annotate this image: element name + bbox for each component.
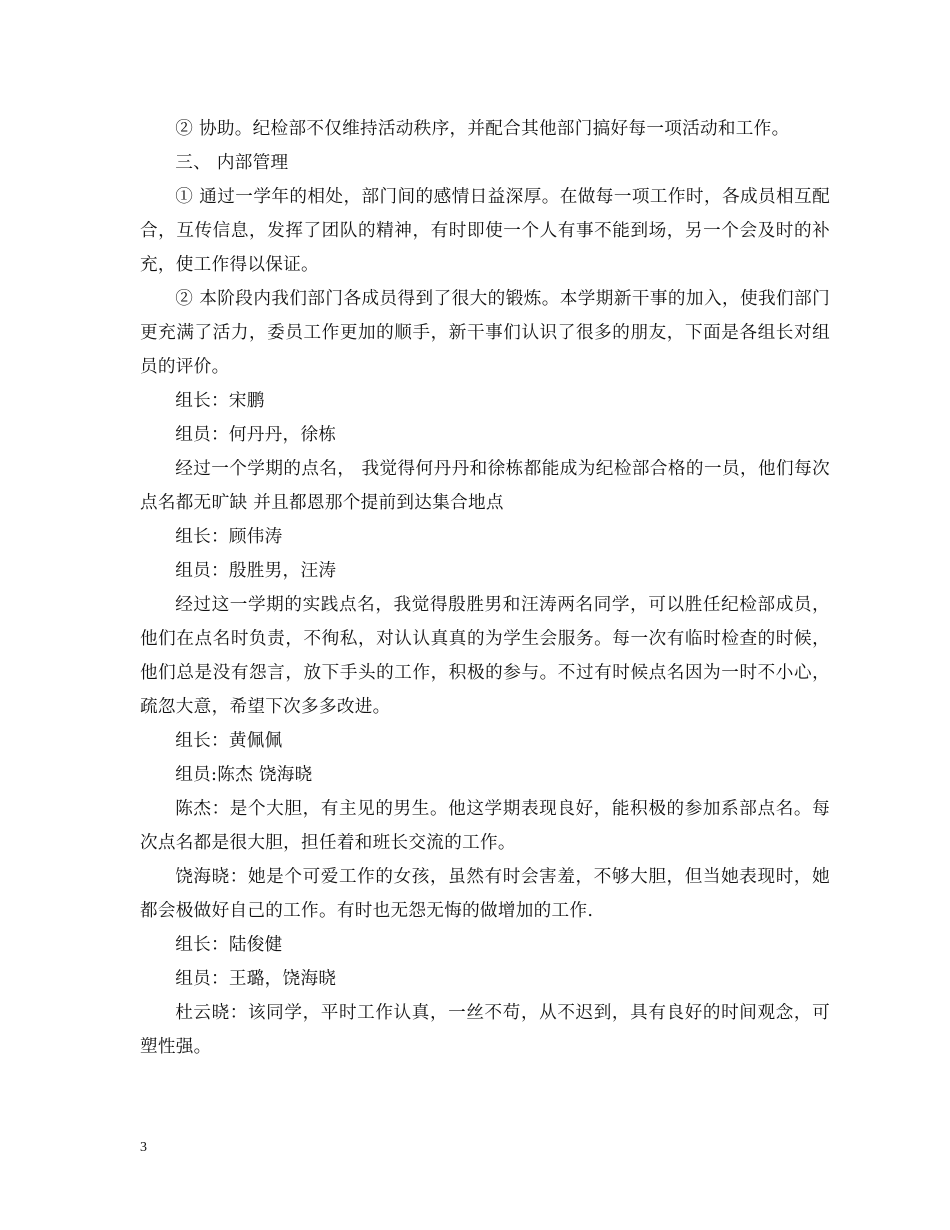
group-leader-2: 组长：顾伟涛 <box>175 527 283 547</box>
paragraph-training: ② 本阶段内我们部门各成员得到了很大的锻炼。本学期新干事的加入，使我们部门更充满了活力，委员工作更加的顺手，新干事们认识了很多的朋友，下面是各组长对组员的评价。 <box>140 289 830 377</box>
evaluation-3a: 陈杰：是个大胆，有主见的男生。他这学期表现良好，能积极的参加系部点名。每次点名都是很大胆，担任着和班长交流的工作。 <box>140 799 830 853</box>
group-leader-1: 组长：宋鹏 <box>175 391 265 411</box>
document-body <box>140 112 830 1064</box>
evaluation-4: 杜云晓：该同学，平时工作认真，一丝不苟，从不迟到，具有良好的时间观念，可塑性强。 <box>140 1003 830 1057</box>
evaluation-3b: 饶海晓：她是个可爱工作的女孩，虽然有时会害羞，不够大胆，但当她表现时，她都会极做好自己的工作。有时也无怨无悔的做增加的工作. <box>140 867 830 921</box>
group-leader-3: 组长：黄佩佩 <box>175 731 283 751</box>
section-heading-internal-management: 三、 内部管理 <box>175 153 289 173</box>
paragraph-assist: ② 协助。纪检部不仅维持活动秩序，并配合其他部门搞好每一项活动和工作。 <box>175 119 790 139</box>
page-number: 3 <box>140 1140 147 1155</box>
group-members-4: 组员：王璐，饶海晓 <box>175 969 337 989</box>
paragraph-teamwork: ① 通过一学年的相处，部门间的感情日益深厚。在做每一项工作时，各成员相互配合，互传信息，发挥了团队的精神，有时即使一个人有事不能到场，另一个会及时的补充，使工作得以保证。 <box>140 187 830 275</box>
group-leader-4: 组长：陆俊健 <box>175 935 283 955</box>
group-members-1: 组员：何丹丹，徐栋 <box>175 425 337 445</box>
evaluation-2: 经过这一学期的实践点名，我觉得殷胜男和汪涛两名同学，可以胜任纪检部成员，他们在点名时负责，不徇私，对认认真真的为学生会服务。每一次有临时检查的时候，他们总是没有怨言，放下手头的工作，积极的参与。不过有时候点名因为一时不小心，疏忽大意，希望下次多多改进。 <box>140 595 830 717</box>
evaluation-1: 经过一个学期的点名， 我觉得何丹丹和徐栋都能成为纪检部合格的一员，他们每次点名都无旷缺 并且都恩那个提前到达集合地点 <box>140 459 830 513</box>
group-members-3: 组员:陈杰 饶海晓 <box>175 765 313 785</box>
group-members-2: 组员：殷胜男，汪涛 <box>175 561 337 581</box>
